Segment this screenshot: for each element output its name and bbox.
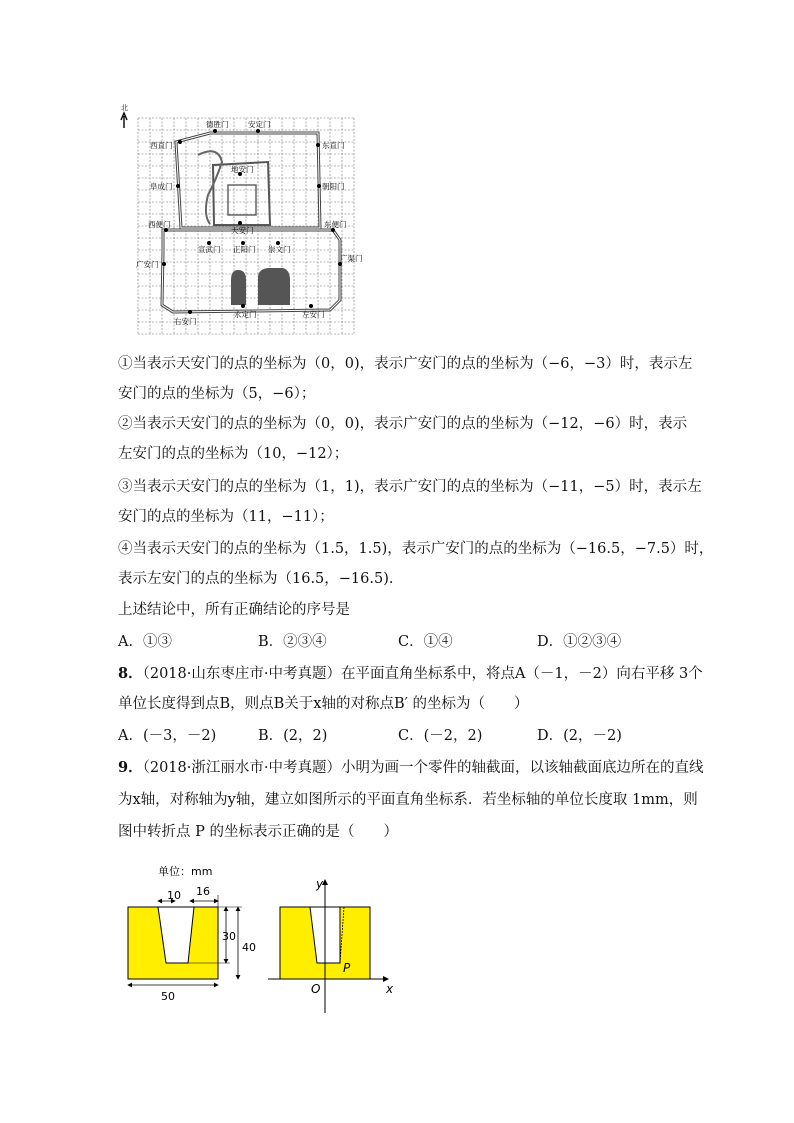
q8-number: 8．	[118, 665, 143, 682]
gate-chaoyangmen: 朝阳门	[322, 182, 345, 191]
q7-option-c: C．①④	[398, 634, 453, 650]
temple-of-agriculture	[231, 270, 246, 305]
q9-number: 9．	[118, 759, 143, 776]
q8-option-a: A．(－3，－2)	[118, 728, 217, 744]
q7-statement-1-line2: 安门的点的坐标为（5，−6）；	[118, 386, 316, 402]
dim-30-label: 30	[222, 930, 236, 943]
gate-xibianmen: 西便门	[148, 220, 171, 229]
gate-guangqumen: 广渠门	[340, 254, 363, 263]
gate-zuoanmen: 左安门	[302, 310, 325, 319]
dim-16-label: 16	[196, 885, 210, 898]
outer-city-wall	[162, 230, 340, 312]
q7-prompt: 上述结论中，所有正确结论的序号是	[118, 602, 350, 618]
gate-youanmen: 右安门	[174, 317, 197, 326]
north-label: 北	[121, 104, 128, 112]
gate-yongdingmen: 永定门	[234, 310, 257, 319]
q7-statement-3-line2: 安门的点的坐标为（11，−11）；	[118, 509, 334, 525]
q7-statement-4-line1: ④当表示天安门的点的坐标为（1.5，1.5)，表示广安门的点的坐标为（−16.5，−7.5）时，	[118, 541, 714, 557]
q7-statement-3-line1: ③当表示天安门的点的坐标为（1，1)，表示广安门的点的坐标为（−11，−5）时，表示左	[118, 479, 702, 495]
q9-line1: 9．（2018·浙江丽水市·中考真题）小明为画一个零件的轴截面，以该轴截面底边所在的直线	[118, 759, 704, 776]
left-part-shape	[128, 907, 218, 979]
gate-xuanwumen: 宣武门	[198, 245, 221, 254]
origin-label: O	[311, 982, 321, 996]
unit-label: 单位：mm	[158, 865, 213, 878]
q9-line3: 图中转折点 P 的坐标表示正确的是（ ）	[118, 824, 398, 840]
q7-option-a: A．①③	[118, 634, 172, 650]
gate-dianmen: 地安门	[231, 165, 254, 174]
q7-statement-1-line1: ①当表示天安门的点的坐标为（0，0)，表示广安门的点的坐标为（−6，−3）时，表示左	[118, 356, 693, 372]
forbidden-city	[228, 185, 256, 215]
gate-guanganmen: 广安门	[136, 260, 159, 269]
q7-option-d: D．①②③④	[537, 634, 622, 650]
q8-line2: 单位长度得到点B，则点B关于x轴的对称点B′ 的坐标为（ ）	[118, 696, 529, 712]
q9-line2: 为x轴，对称轴为y轴，建立如图所示的平面直角坐标系．若坐标轴的单位长度取 1mm，则	[118, 792, 698, 808]
q8-option-b: B．(2，2)	[258, 728, 328, 744]
gate-tiananmen: 天安门	[231, 226, 254, 235]
q7-statement-2-line1: ②当表示天安门的点的坐标为（0，0)，表示广安门的点的坐标为（−12，−6）时，表示	[118, 416, 688, 432]
gate-xizhimen: 西直门	[150, 141, 173, 150]
gate-fuchengmen: 阜成门	[150, 182, 173, 191]
dim-40-label: 40	[242, 941, 256, 954]
q7-statement-2-line2: 左安门的点的坐标为（10，−12）；	[118, 446, 349, 462]
q7-statement-4-line2: 表示左安门的点的坐标为（16.5，−16.5).	[118, 571, 394, 587]
gate-dongbianmen: 东便门	[324, 220, 347, 229]
beijing-gates-map	[118, 100, 368, 345]
temple-of-heaven	[258, 268, 290, 305]
y-axis-label: y	[316, 877, 324, 891]
gate-andingmen: 安定门	[248, 120, 271, 129]
north-arrow-icon	[121, 113, 127, 128]
x-axis-label: x	[386, 982, 394, 996]
q8-option-c: C．(－2，2)	[398, 728, 483, 744]
q8-line1: 8．（2018·山东枣庄市·中考真题）在平面直角坐标系中，将点A（－1，－2）向右平移 3个	[118, 665, 703, 682]
part-cross-section-figure	[118, 855, 408, 1015]
gate-dongzhimen: 东直门	[322, 141, 345, 150]
q7-option-b: B．②③④	[258, 634, 327, 650]
gate-chongwenmen: 崇文门	[268, 245, 291, 254]
q8-option-d: D．(2，－2)	[537, 728, 622, 744]
point-p-label: P	[343, 961, 351, 975]
gate-zhengyangmen: 正阳门	[233, 245, 256, 254]
gate-deshengmen: 德胜门	[206, 120, 229, 129]
dim-10-label: 10	[167, 889, 181, 902]
dim-50-label: 50	[161, 990, 175, 1003]
